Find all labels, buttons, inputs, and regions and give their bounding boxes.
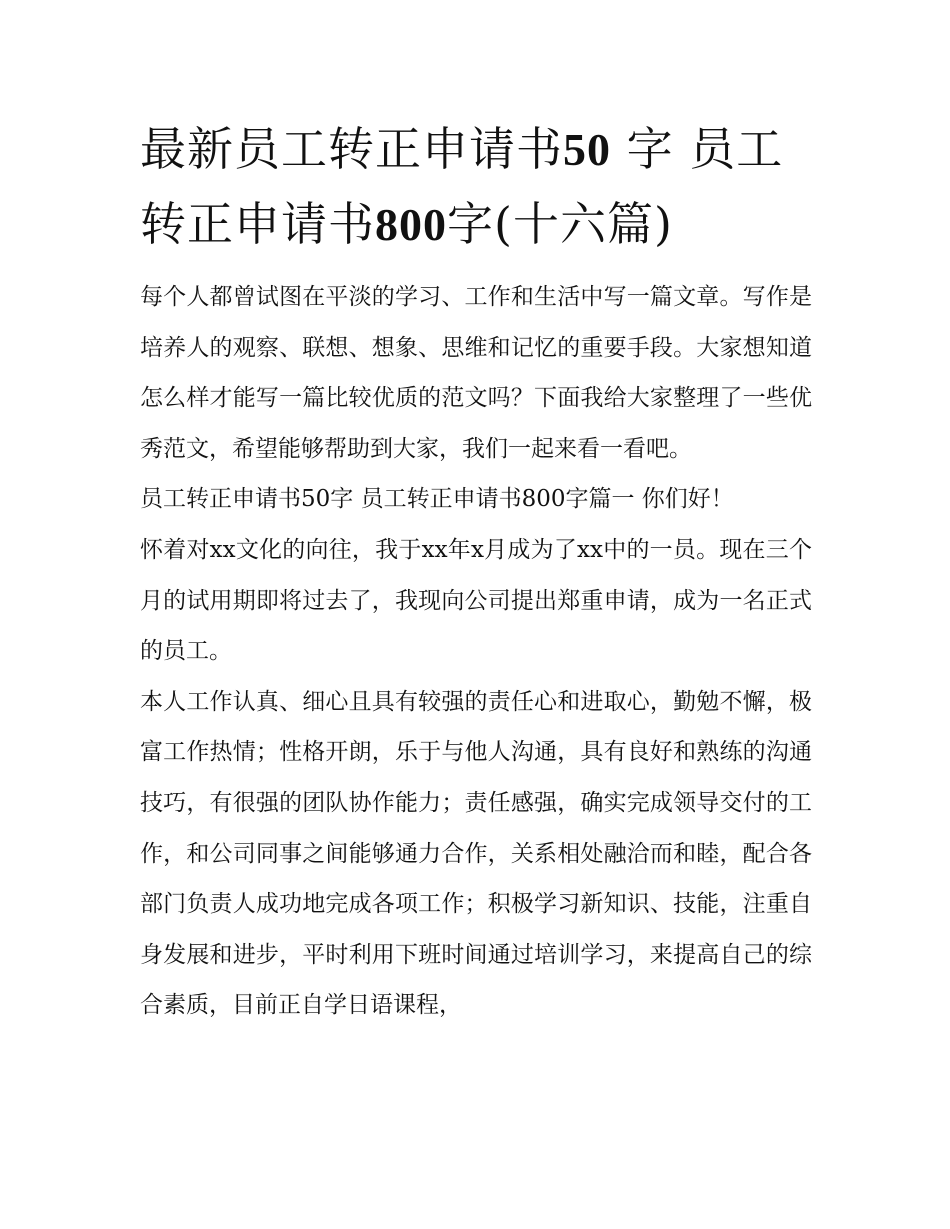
document-body [140, 272, 812, 1031]
paragraph-1: 怀着对xx文化的向往，我于xx年x月成为了xx中的一员。现在三个月的试用期即将过去了，我现向公司提出郑重申请，成为一名正式的员工。 [140, 536, 812, 665]
document-page [140, 112, 812, 1031]
title-number-1: 50 [563, 124, 611, 175]
paragraph-heading: 员工转正申请书50字 员工转正申请书800字篇一 你们好！ [140, 486, 734, 513]
title-text-3: 字(十六篇) [447, 197, 673, 251]
title-text-1: 最新员工转正申请书 [140, 122, 563, 176]
paragraph-2: 本人工作认真、细心且具有较强的责任心和进取心，勤勉不懈，极富工作热情；性格开朗，乐于与他人沟通，具有良好和熟练的沟通技巧，有很强的团队协作能力；责任感强，确实完成领导交付的工作，和公司同事之间能够通力合作，关系相处融洽而和睦，配合各部门负责人成功地完成各项工作；积极学习新知识、技能，注重自身发展和进步，平时利用下班时间通过培训学习，来提高自己的综合素质，目前正自学日语课程， [140, 688, 812, 1019]
title-text-2: 字 员工转正申请书 [140, 122, 784, 251]
title-number-2: 800 [375, 199, 447, 250]
paragraph-intro: 每个人都曾试图在平淡的学习、工作和生活中写一篇文章。写作是培养人的观察、联想、想象、思维和记忆的重要手段。大家想知道怎么样才能写一篇比较优质的范文吗？下面我给大家整理了一些优秀范文，希望能够帮助到大家，我们一起来看一看吧。 [140, 284, 812, 462]
document-title [140, 112, 812, 262]
